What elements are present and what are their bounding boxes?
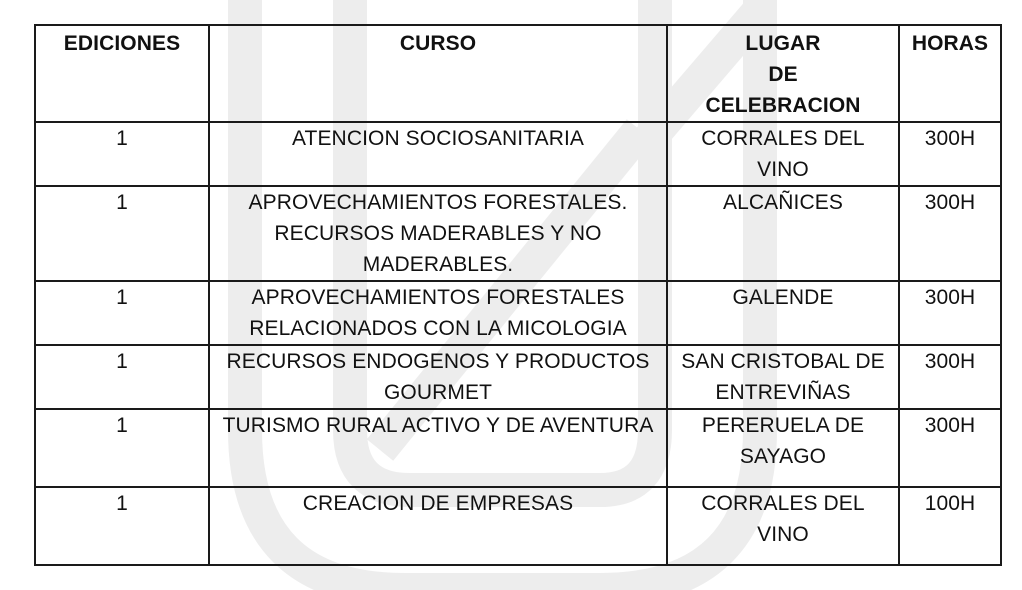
cell-horas: 300H: [899, 409, 1001, 487]
cell-horas: 300H: [899, 345, 1001, 409]
cell-ediciones: 1: [35, 345, 209, 409]
courses-table: [34, 24, 1002, 566]
cell-lugar: PERERUELA DE SAYAGO: [667, 409, 899, 487]
cell-lugar: GALENDE: [667, 281, 899, 345]
cell-lugar: CORRALES DEL VINO: [667, 487, 899, 565]
cell-horas: 100H: [899, 487, 1001, 565]
cell-curso: CREACION DE EMPRESAS: [209, 487, 667, 565]
cell-curso: APROVECHAMIENTOS FORESTALES. RECURSOS MADERABLES Y NO MADERABLES.: [209, 186, 667, 281]
table-row: [35, 122, 1001, 186]
table-row: [35, 281, 1001, 345]
cell-ediciones: 1: [35, 186, 209, 281]
table-row: [35, 345, 1001, 409]
table-row: [35, 409, 1001, 487]
cell-lugar: ALCAÑICES: [667, 186, 899, 281]
cell-horas: 300H: [899, 122, 1001, 186]
header-lugar-de-celebracion: LUGAR DE CELEBRACION: [667, 25, 899, 122]
cell-ediciones: 1: [35, 281, 209, 345]
cell-ediciones: 1: [35, 122, 209, 186]
header-curso: CURSO: [209, 25, 667, 122]
cell-lugar: CORRALES DEL VINO: [667, 122, 899, 186]
header-ediciones: EDICIONES: [35, 25, 209, 122]
cell-curso: APROVECHAMIENTOS FORESTALES RELACIONADOS CON LA MICOLOGIA: [209, 281, 667, 345]
cell-horas: 300H: [899, 281, 1001, 345]
table-row: [35, 487, 1001, 565]
cell-curso: ATENCION SOCIOSANITARIA: [209, 122, 667, 186]
table-row: [35, 186, 1001, 281]
cell-lugar: SAN CRISTOBAL DE ENTREVIÑAS: [667, 345, 899, 409]
cell-ediciones: 1: [35, 487, 209, 565]
table-header-row: [35, 25, 1001, 122]
header-horas: HORAS: [899, 25, 1001, 122]
cell-curso: RECURSOS ENDOGENOS Y PRODUCTOS GOURMET: [209, 345, 667, 409]
cell-curso: TURISMO RURAL ACTIVO Y DE AVENTURA: [209, 409, 667, 487]
cell-horas: 300H: [899, 186, 1001, 281]
cell-ediciones: 1: [35, 409, 209, 487]
